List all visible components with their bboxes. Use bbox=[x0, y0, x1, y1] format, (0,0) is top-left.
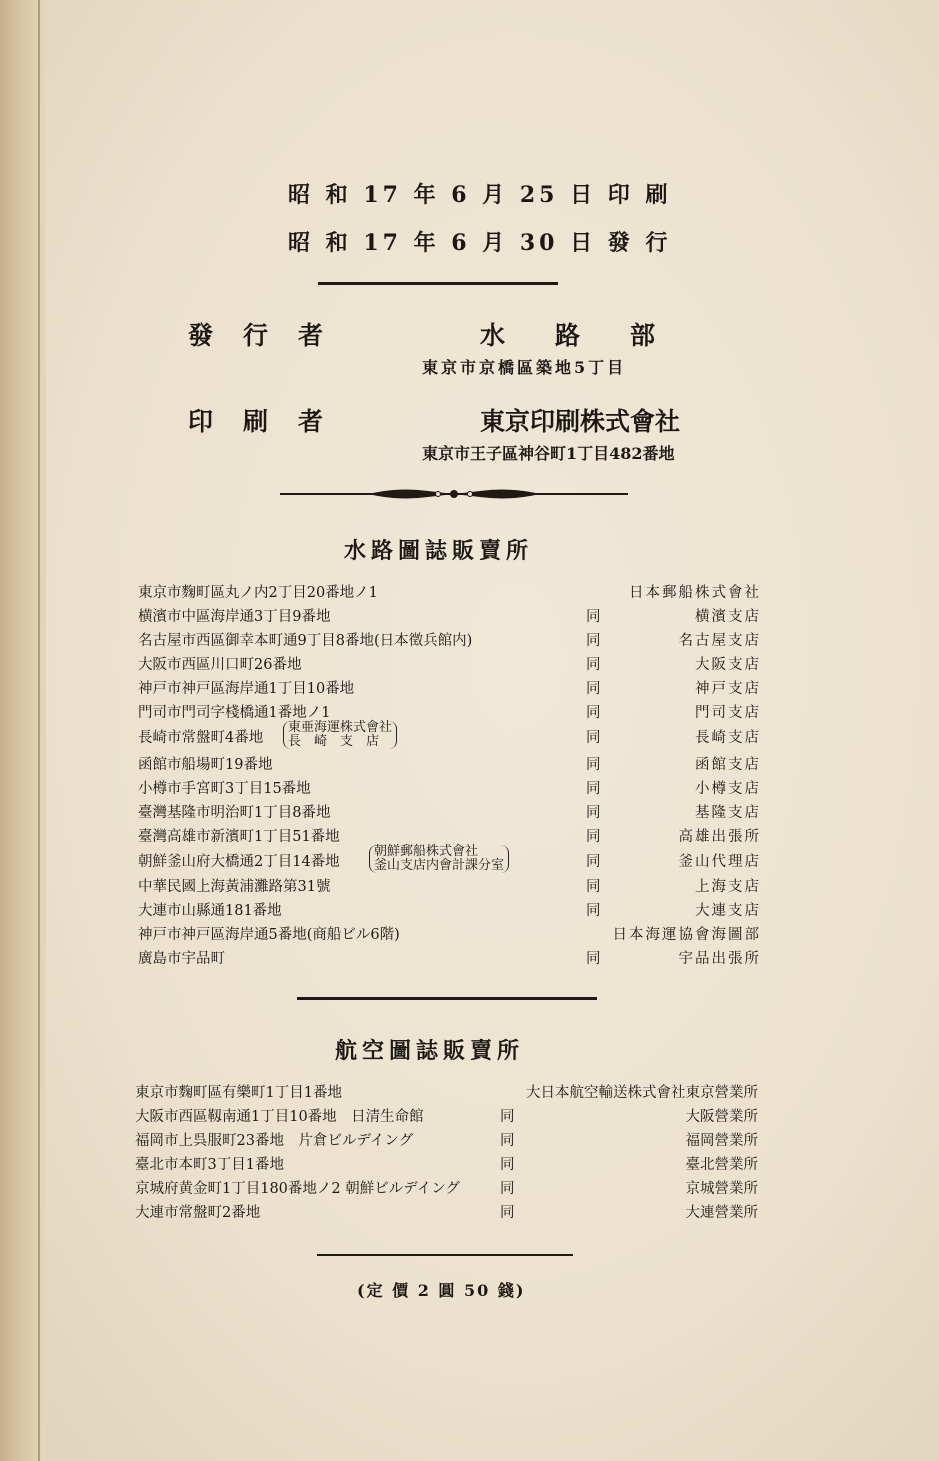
aviation-row-seller: 大連營業所 bbox=[685, 1205, 758, 1221]
nautical-row-note bbox=[283, 721, 397, 749]
nautical-row-seller: 函館支店 bbox=[695, 757, 761, 773]
ditto-mark: 同 bbox=[586, 951, 601, 967]
nautical-row-address: 臺灣基隆市明治町1丁目8番地 bbox=[138, 805, 331, 821]
ornament-divider bbox=[278, 484, 630, 504]
nautical-row-address: 中華民國上海黃浦灘路第31號 bbox=[138, 879, 331, 895]
ditto-mark: 同 bbox=[500, 1181, 515, 1197]
aviation-row-address: 東京市麴町區有樂町1丁目1番地 bbox=[135, 1085, 342, 1101]
nautical-heading: 水路圖誌販賣所 bbox=[344, 538, 534, 564]
nautical-row-seller: 日本郵船株式會社 bbox=[629, 585, 761, 601]
ditto-mark: 同 bbox=[586, 681, 601, 697]
publisher-address: 東京市京橋區築地5丁目 bbox=[422, 358, 627, 377]
nautical-row-address: 神戸市神戸區海岸通1丁目10番地 bbox=[138, 681, 355, 697]
aviation-row-address: 京城府黄金町1丁目180番地ノ2 朝鮮ビルデイング bbox=[135, 1181, 460, 1197]
ditto-mark: 同 bbox=[500, 1157, 515, 1173]
note-line: 朝鮮郵船株式會社 bbox=[374, 844, 479, 859]
nautical-row-note bbox=[369, 845, 509, 873]
nautical-row-seller: 横濱支店 bbox=[695, 609, 761, 625]
nautical-row-seller: 日本海運協會海圖部 bbox=[612, 927, 761, 943]
nautical-row-address: 小樽市手宮町3丁目15番地 bbox=[138, 781, 311, 797]
ditto-mark: 同 bbox=[586, 829, 601, 845]
nautical-row-address: 大連市山縣通181番地 bbox=[138, 903, 282, 919]
ditto-mark: 同 bbox=[586, 781, 601, 797]
nautical-row-seller: 大阪支店 bbox=[695, 657, 761, 673]
nautical-row-address: 大阪市西區川口町26番地 bbox=[138, 657, 302, 673]
nautical-row-address: 函館市船場町19番地 bbox=[138, 757, 273, 773]
aviation-row-seller: 大阪營業所 bbox=[685, 1109, 758, 1125]
ditto-mark: 同 bbox=[586, 730, 601, 746]
nautical-row-seller: 長崎支店 bbox=[695, 730, 761, 746]
nautical-row-address: 朝鮮釜山府大橋通2丁目14番地 bbox=[138, 854, 340, 870]
ditto-mark: 同 bbox=[586, 705, 601, 721]
ditto-mark: 同 bbox=[586, 879, 601, 895]
divider-rule bbox=[297, 997, 597, 1000]
nautical-row-seller: 神戸支店 bbox=[695, 681, 761, 697]
aviation-row-address: 大阪市西區靱南通1丁目10番地 日清生命館 bbox=[135, 1109, 424, 1125]
nautical-row-seller: 高雄出張所 bbox=[678, 829, 761, 845]
nautical-row-seller: 基隆支店 bbox=[695, 805, 761, 821]
aviation-row-address: 福岡市上呉服町23番地 片倉ビルデイング bbox=[135, 1133, 414, 1149]
nautical-row-address: 横濱市中區海岸通3丁目9番地 bbox=[138, 609, 331, 625]
publisher-name: 水 路 部 bbox=[480, 321, 656, 350]
spine-line bbox=[38, 0, 40, 1461]
ditto-mark: 同 bbox=[586, 854, 601, 870]
print-date: 昭 和 17 年 6 月 25 日 印 刷 bbox=[288, 182, 672, 208]
nautical-row-address: 門司市門司字棧橋通1番地ノ1 bbox=[138, 705, 331, 721]
nautical-row-seller: 宇品出張所 bbox=[678, 951, 761, 967]
nautical-row-address: 神戸市神戸區海岸通5番地(商船ビル6階) bbox=[138, 927, 400, 943]
nautical-row-address: 東京市麴町區丸ノ内2丁目20番地ノ1 bbox=[138, 585, 378, 601]
ditto-mark: 同 bbox=[586, 757, 601, 773]
note-line: 東亜海運株式會社 bbox=[288, 720, 393, 735]
note-line: 長 崎 支 店 bbox=[288, 734, 380, 749]
divider-rule bbox=[317, 1254, 573, 1256]
nautical-row-seller: 大連支店 bbox=[695, 903, 761, 919]
nautical-row-address: 名古屋市西區御幸本町通9丁目8番地(日本徵兵館内) bbox=[138, 633, 473, 649]
publisher-label: 發行者 bbox=[188, 321, 354, 350]
nautical-row-address: 臺灣高雄市新濱町1丁目51番地 bbox=[138, 829, 340, 845]
ditto-mark: 同 bbox=[500, 1133, 515, 1149]
divider-rule bbox=[318, 282, 558, 285]
ditto-mark: 同 bbox=[586, 903, 601, 919]
price-label: (定 價 2 圓 50 錢) bbox=[357, 1281, 526, 1300]
nautical-row-address: 長崎市常盤町4番地 bbox=[138, 730, 264, 746]
printer-address: 東京市王子區神谷町1丁目482番地 bbox=[422, 444, 675, 463]
nautical-row-seller: 小樽支店 bbox=[695, 781, 761, 797]
aviation-row-seller: 臺北營業所 bbox=[685, 1157, 758, 1173]
printer-name: 東京印刷株式會社 bbox=[480, 407, 681, 436]
note-line: 釜山支店内會計課分室 bbox=[374, 858, 505, 873]
aviation-row-seller: 福岡營業所 bbox=[685, 1133, 758, 1149]
ditto-mark: 同 bbox=[586, 633, 601, 649]
nautical-row-address: 廣島市宇品町 bbox=[138, 951, 225, 967]
ditto-mark: 同 bbox=[500, 1205, 515, 1221]
aviation-row-seller: 京城營業所 bbox=[685, 1181, 758, 1197]
ditto-mark: 同 bbox=[500, 1109, 515, 1125]
aviation-heading: 航空圖誌販賣所 bbox=[335, 1038, 525, 1064]
nautical-row-seller: 上海支店 bbox=[695, 879, 761, 895]
issue-date: 昭 和 17 年 6 月 30 日 發 行 bbox=[288, 230, 672, 256]
nautical-row-seller: 名古屋支店 bbox=[678, 633, 761, 649]
nautical-row-seller: 釜山代理店 bbox=[678, 854, 761, 870]
ditto-mark: 同 bbox=[586, 609, 601, 625]
aviation-row-address: 大連市常盤町2番地 bbox=[135, 1205, 261, 1221]
ditto-mark: 同 bbox=[586, 805, 601, 821]
ditto-mark: 同 bbox=[586, 657, 601, 673]
aviation-row-seller: 大日本航空輸送株式會社東京營業所 bbox=[526, 1085, 758, 1101]
printer-label: 印刷者 bbox=[188, 407, 354, 436]
aviation-row-address: 臺北市本町3丁目1番地 bbox=[135, 1157, 284, 1173]
nautical-row-seller: 門司支店 bbox=[695, 705, 761, 721]
